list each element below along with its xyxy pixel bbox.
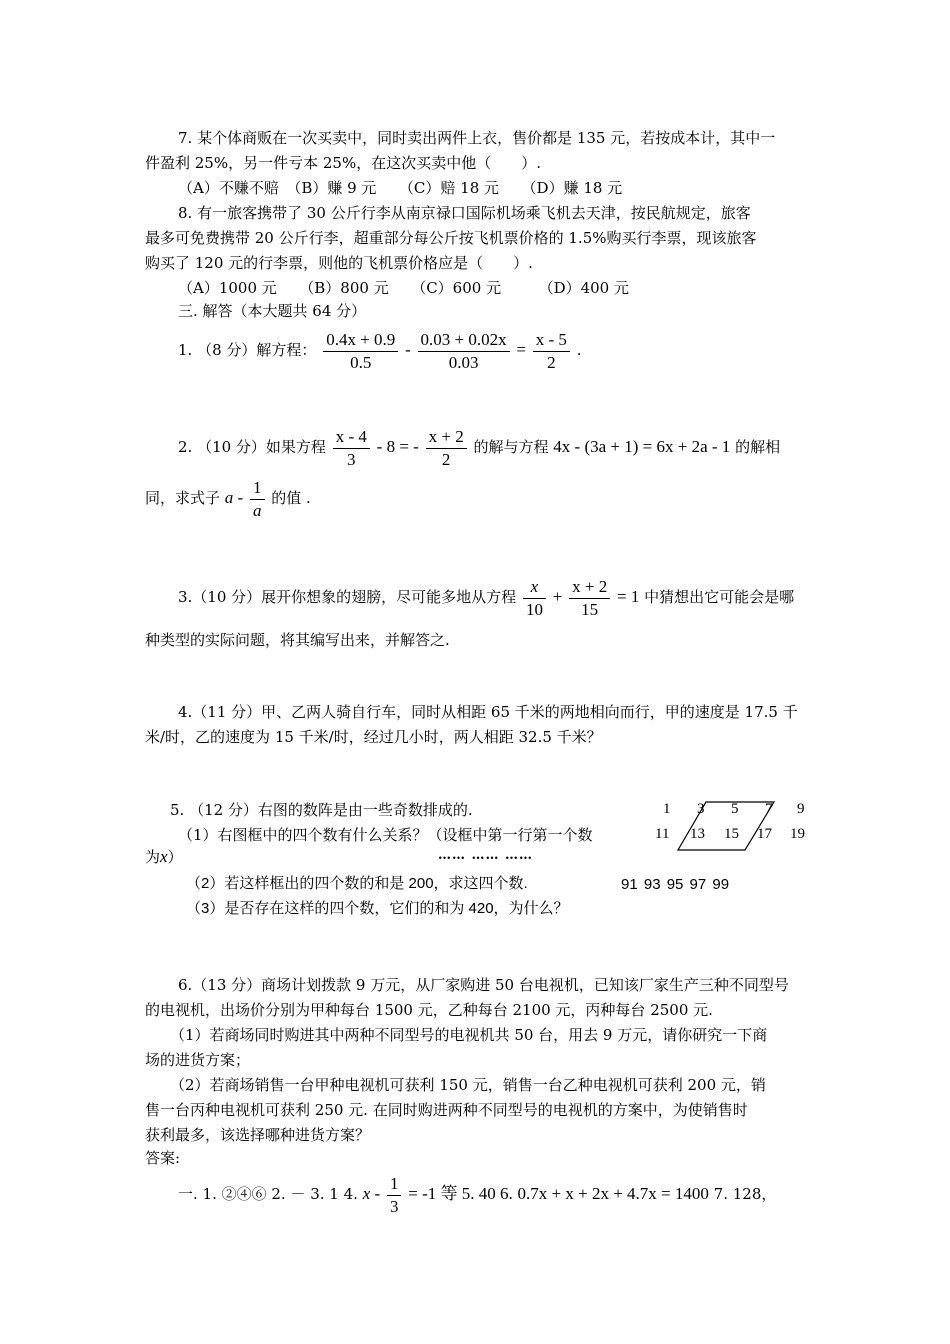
p2-fraction-3 — [250, 477, 265, 522]
q8-line1: 8. 有一旅客携带了 30 公斤行李从南京禄口国际机场乘飞机去天津，按民航规定，旅客 — [178, 204, 751, 222]
section-heading: 三. 解答（本大题共 64 分） — [178, 302, 367, 320]
problem-3-line1 — [178, 573, 794, 621]
p1-f1-den: 0.5 — [350, 352, 372, 372]
problem-6-line2: 的电视机，出场价分别为甲种每台 1500 元，乙种每台 2100 元，丙种每台 2500 元. — [145, 1001, 713, 1019]
p2-f1-den: 3 — [347, 449, 356, 469]
q8-line2: 最多可免费携带 20 公斤行李，超重部分每公斤按飞机票价格的 1.5%购买行李票，现该旅客 — [145, 229, 757, 247]
grid-cell: 17 — [757, 826, 772, 842]
problem-5-line2: （1）右图框中的四个数有什么关系？（设框中第一行第一个数 — [178, 826, 593, 844]
p2-mid2: 的解与方程 — [473, 438, 549, 456]
p1-end: . — [576, 341, 582, 359]
p2-end: 的解相 — [735, 438, 781, 456]
answers-part2: = -1 等 5. 40 6. — [408, 1184, 513, 1203]
answers-expr: x - — [362, 1184, 381, 1203]
q7-line2: 件盈利 25%，另一件亏本 25%，在这次买卖中他（ ）. — [145, 154, 541, 172]
p2-fraction-1 — [333, 426, 370, 471]
p2-equation-2: 4x - (3a + 1) = 6x + 2a - 1 — [553, 437, 731, 456]
p5-variable-x: x — [160, 847, 168, 866]
p5-line3a: 为 — [145, 848, 161, 866]
p5-line3b: ） — [167, 848, 183, 866]
p3-end: 中猜想出它可能会是哪 — [644, 588, 795, 606]
problem-6-line7: 获利最多，该选择哪种进货方案？ — [145, 1126, 371, 1144]
problem-3-line2: 种类型的实际问题，将其编写出来，并解答之. — [145, 631, 450, 649]
p1-prefix: 1. （8 分）解方程： — [178, 341, 317, 359]
answers-f-num: 1 — [387, 1173, 402, 1196]
grid-cell: 13 — [690, 826, 705, 842]
p3-prefix: 3.（10 分）展开你想象的翅膀，尽可能多地从方程 — [178, 588, 517, 606]
grid-cell: 9 — [797, 801, 805, 817]
answers-part1: 一. 1. ②④⑥ 2. － 3. 1 4. — [178, 1185, 358, 1203]
grid-cell: 11 — [655, 826, 670, 842]
q7-line1: 7. 某个体商贩在一次买卖中，同时卖出两件上衣，售价都是 135 元，若按成本计，其中一 — [178, 129, 776, 147]
problem-4-line2: 米/时，乙的速度为 15 千米/时，经过几小时，两人相距 32.5 千米？ — [145, 728, 602, 746]
problem-6-line1: 6.（13 分）商场计划拨款 9 万元，从厂家购进 50 台电视机，已知该厂家生产三种不同型号 — [178, 976, 789, 994]
p3-f2-num: x + 2 — [569, 576, 610, 599]
answers-part3: 7. 128， — [713, 1185, 777, 1203]
p2-f2-den: 2 — [441, 449, 451, 469]
problem-1 — [178, 326, 582, 374]
problem-2-line2 — [145, 474, 311, 522]
p3-fraction-2 — [569, 576, 610, 621]
p1-f2-den: 0.03 — [448, 352, 479, 372]
problem-4-line1: 4.（11 分）甲、乙两人骑自行车，同时从相距 65 千米的两地相向而行，甲的速度是 17.5 千 — [178, 703, 798, 721]
p1-minus: - — [405, 340, 411, 359]
p1-f2-num: 0.03 + 0.02x — [418, 329, 510, 352]
p3-f2-den: 15 — [581, 599, 599, 619]
grid-cell: 1 — [663, 801, 671, 817]
grid-selection-frame — [670, 796, 780, 856]
p1-equals: = — [516, 340, 526, 359]
problem-6-line6: 售一台丙种电视机可获利 250 元. 在同时购进两种不同型号的电视机的方案中，为使销售时 — [145, 1101, 748, 1119]
grid-cell: 7 — [765, 801, 773, 817]
p2-f1-num: x - 4 — [333, 426, 370, 449]
grid-cell: 19 — [790, 826, 805, 842]
p1-f1-num: 0.4x + 0.9 — [323, 329, 398, 352]
p3-plus: + — [552, 587, 563, 606]
p3-f1-num: x — [523, 576, 546, 599]
problem-5-line3 — [145, 847, 183, 867]
problem-5-line5: （3）是否存在这样的四个数，它们的和为 420，为什么？ — [186, 900, 569, 917]
problem-6-line5: （2）若商场销售一台甲种电视机可获利 150 元，销售一台乙种电视机可获利 200 元，销 — [170, 1076, 766, 1094]
answers-fraction — [387, 1173, 402, 1218]
answers-equation: 0.7x + x + 2x + 4.7x = 1400 — [517, 1184, 709, 1203]
p2-f3-num: 1 — [250, 477, 265, 500]
problem-5-line1: 5. （12 分）右图的数阵是由一些奇数排成的. — [170, 801, 473, 819]
p2-fraction-2 — [426, 426, 467, 471]
problem-2-line1 — [178, 423, 780, 471]
grid-cell: 15 — [724, 826, 739, 842]
answers-f-den: 3 — [389, 1196, 399, 1216]
p1-fraction-2 — [418, 329, 510, 374]
q7-options: （A）不赚不赔 （B）赚 9 元 （C）赔 18 元 （D）赚 18 元 — [178, 179, 623, 197]
q8-options: （A）1000 元 （B）800 元 （C）600 元 （D）400 元 — [178, 279, 629, 297]
answers-label: 答案: — [145, 1149, 181, 1167]
p5-dots: …… …… …… — [438, 848, 534, 863]
problem-6-line3: （1）若商场同时购进其中两种不同型号的电视机共 50 台，用去 9 万元，请你研究一下商 — [170, 1026, 768, 1044]
q8-line3: 购买了 120 元的行李票，则他的飞机票价格应是（ ）. — [145, 254, 533, 272]
p1-fraction-1 — [323, 329, 398, 374]
p1-f3-num: x - 5 — [533, 329, 570, 352]
p2-f2-num: x + 2 — [426, 426, 467, 449]
p3-f1-den: 10 — [525, 599, 543, 619]
p2-prefix: 2. （10 分）如果方程 — [178, 438, 326, 456]
p2-line2a: 同，求式子 — [145, 489, 221, 507]
grid-cell: 3 — [697, 801, 705, 817]
p3-equals: = 1 — [616, 587, 640, 606]
p2-line2b: 的值 . — [271, 489, 311, 507]
p2-f3-den: a — [253, 500, 262, 520]
problem-6-line4: 场的进货方案； — [145, 1051, 251, 1069]
problem-5-line4: （2）若这样框出的四个数的和是 200，求这四个数. — [186, 875, 528, 892]
grid-row-last: 91 93 95 97 99 — [621, 876, 730, 893]
p2-expr: a - — [224, 488, 244, 507]
p1-fraction-3 — [533, 329, 570, 374]
grid-cell: 5 — [731, 801, 739, 817]
p2-mid1: - 8 = - — [376, 437, 419, 456]
p1-f3-den: 2 — [547, 352, 556, 372]
p3-fraction-1 — [523, 576, 546, 621]
answers-line — [178, 1170, 776, 1218]
